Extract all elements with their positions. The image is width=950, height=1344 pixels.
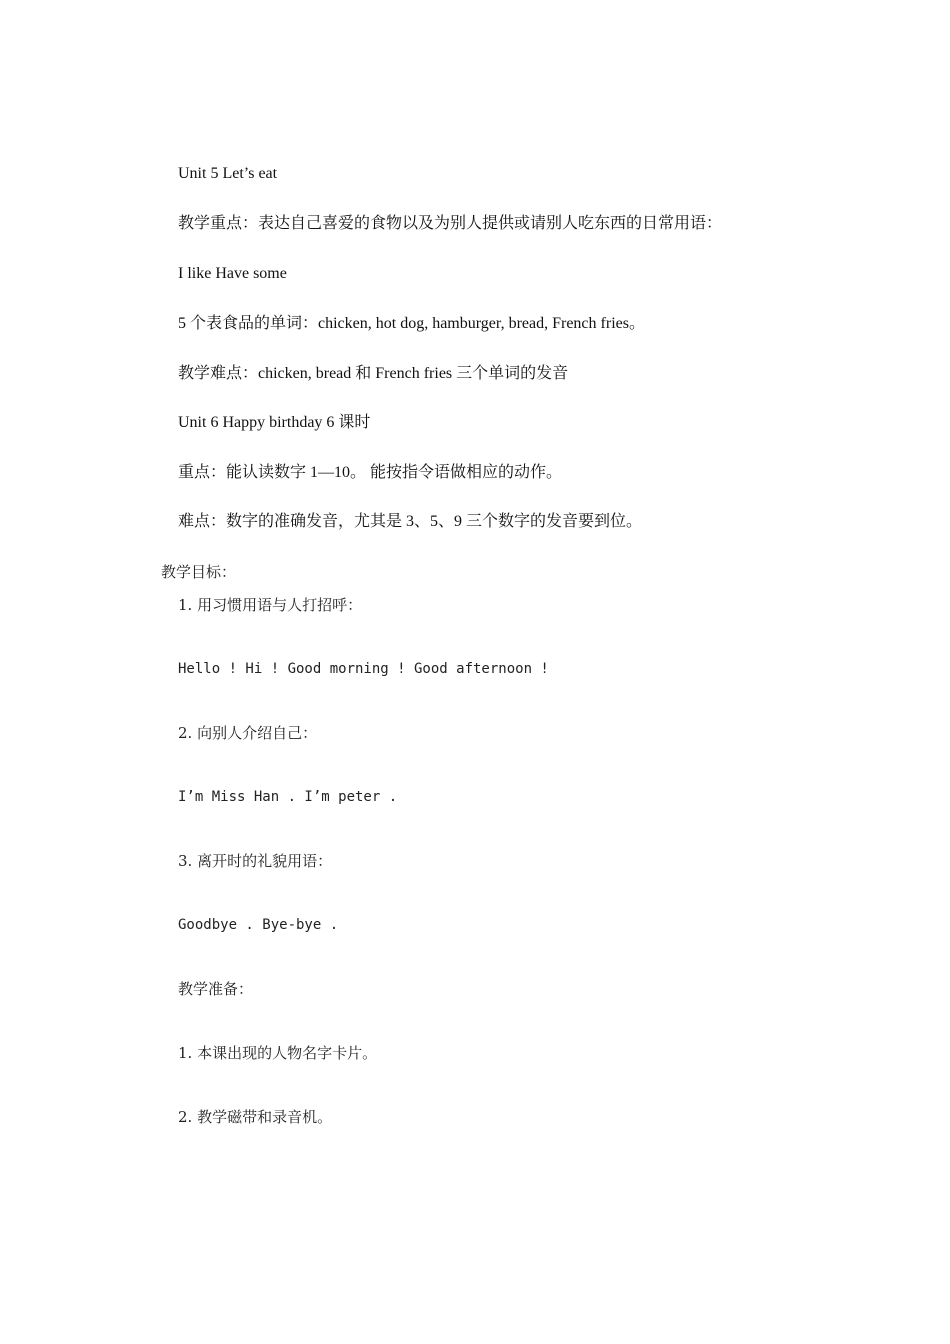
objective-3-example: Goodbye . Bye-bye . xyxy=(178,917,339,933)
unit5-words: 5 个表食品的单词：chicken, hot dog, hamburger, bread, French fries。 xyxy=(178,315,645,332)
preparation-2: 2. 教学磁带和录音机。 xyxy=(178,1108,333,1126)
preparation-heading: 教学准备： xyxy=(178,980,254,998)
unit6-title: Unit 6 Happy birthday 6 课时 xyxy=(178,414,371,431)
objectives-heading: 教学目标： xyxy=(161,563,237,581)
unit5-difficulty: 教学难点：chicken, bread 和 French fries 三个单词的发音 xyxy=(178,365,569,382)
preparation-1: 1. 本课出现的人物名字卡片。 xyxy=(178,1044,378,1062)
unit6-key-points: 重点：能认读数字 1—10。 能按指令语做相应的动作。 xyxy=(178,464,563,481)
unit5-title: Unit 5 Let’s eat xyxy=(178,165,278,182)
unit5-phrases: I like Have some xyxy=(178,265,287,282)
objective-2-example: I’m Miss Han . I’m peter . xyxy=(178,789,398,805)
objective-1: 1. 用习惯用语与人打招呼： xyxy=(178,596,363,614)
objective-1-example: Hello ! Hi ! Good morning ! Good afternoon ! xyxy=(178,661,549,677)
objective-3: 3. 离开时的礼貌用语： xyxy=(178,852,333,870)
objective-2: 2. 向别人介绍自己： xyxy=(178,724,318,742)
unit5-key-points: 教学重点：表达自己喜爱的食物以及为别人提供或请别人吃东西的日常用语： xyxy=(178,215,723,232)
unit6-difficulty: 难点：数字的准确发音，尤其是 3、5、9 三个数字的发音要到位。 xyxy=(178,513,643,530)
